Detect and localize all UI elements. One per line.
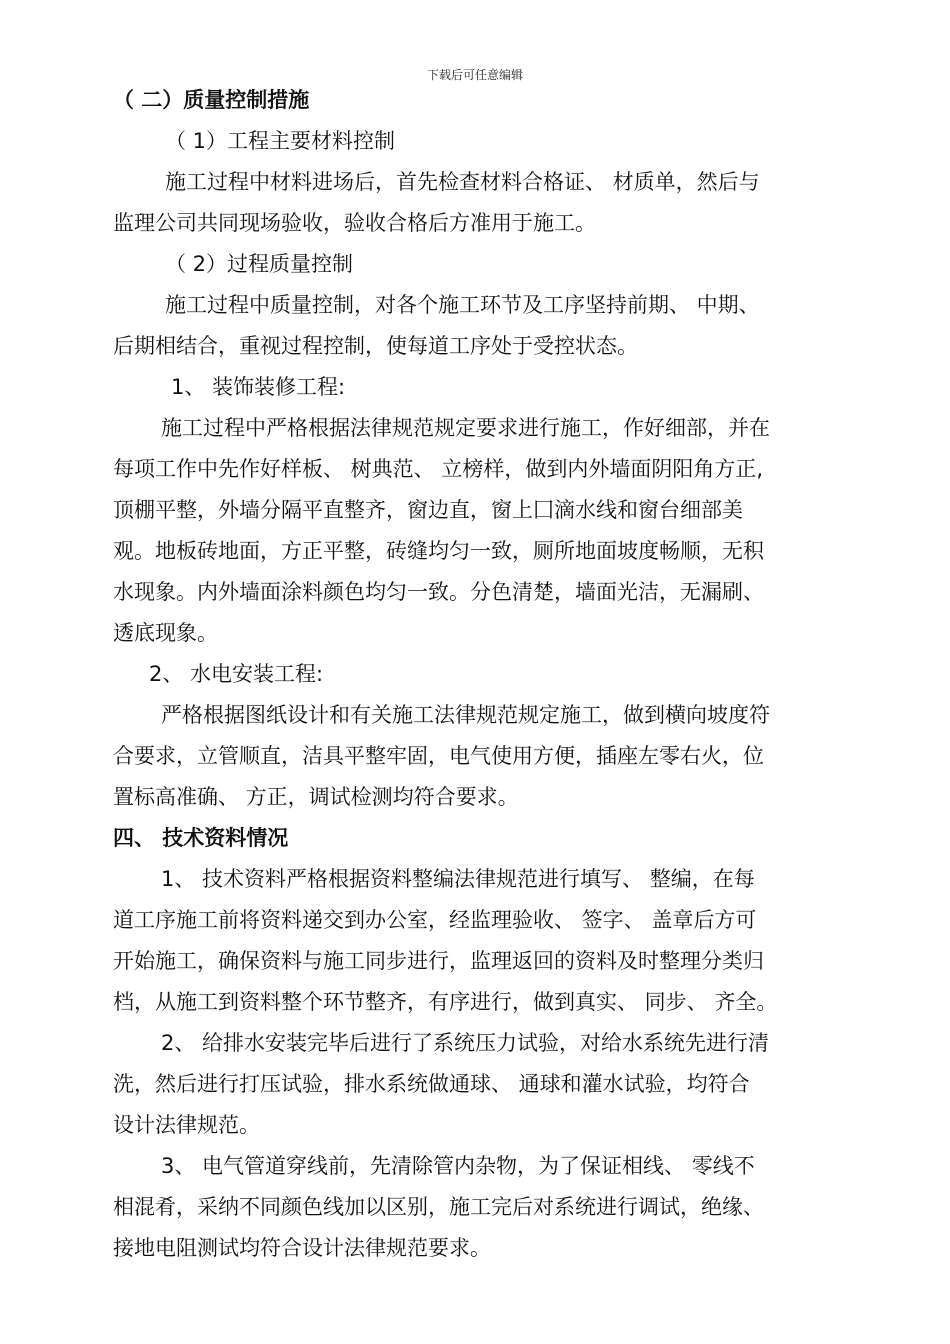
paragraph-line: 后期相结合，重视过程控制，使每道工序处于受控状态。	[113, 334, 638, 358]
section-heading-technical-docs: 四、 技术资料情况	[113, 826, 289, 850]
paragraph-line: 相混肴，采纳不同颜色线加以区别，施工完后对系统进行调试，绝缘、	[113, 1195, 764, 1219]
paragraph-line: 透底现象。	[113, 621, 218, 645]
paragraph-line: 接地电阻测试均符合设计法律规范要求。	[113, 1236, 491, 1260]
paragraph-line: 洗，然后进行打压试验，排水系统做通球、 通球和灌水试验，均符合	[113, 1072, 750, 1096]
paragraph-line: 每项工作中先作好样板、 树典范、 立榜样，做到内外墙面阴阳角方正,	[113, 457, 764, 481]
paragraph-line: 监理公司共同现场验收，验收合格后方准用于施工。	[113, 211, 596, 235]
paragraph-line: 档，从施工到资料整个环节整齐，有序进行，做到真实、 同步、 齐全。	[113, 990, 778, 1014]
paragraph-line: 观。地板砖地面，方正平整，砖缝均匀一致，厕所地面坡度畅顺，无积	[113, 539, 764, 563]
paragraph-line: 3、 电气管道穿线前，先清除管内杂物，为了保证相线、 零线不	[161, 1154, 755, 1178]
item-heading-plumbing-electrical: 2、 水电安装工程:	[149, 662, 324, 686]
paragraph-line: 水现象。内外墙面涂料颜色均匀一致。分色清楚，墙面光洁，无漏刷、	[113, 580, 764, 604]
paragraph-line: 合要求，立管顺直，洁具平整牢固，电气使用方便，插座左零右火，位	[113, 744, 764, 768]
paragraph-line: 道工序施工前将资料递交到办公室，经监理验收、 签字、 盖章后方可	[113, 908, 757, 932]
page-header-note: 下载后可任意编辑	[426, 68, 523, 82]
paragraph-line: 1、 技术资料严格根据资料整编法律规范进行填写、 整编，在每	[161, 867, 755, 891]
paragraph-line: 2、 给排水安装完毕后进行了系统压力试验，对给水系统先进行清	[161, 1031, 770, 1055]
paragraph-line: 施工过程中严格根据法律规范规定要求进行施工，作好细部，并在	[161, 416, 770, 440]
paragraph-line	[113, 162, 843, 203]
subheading-process-quality: （ 2）过程质量控制	[165, 252, 354, 276]
document-body	[113, 80, 843, 1269]
subheading-materials-control: （ 1）工程主要材料控制	[165, 129, 396, 153]
paragraph-text: 施工过程中材料进场后，首先检查材料合格证、 材质单，然后与	[165, 170, 760, 194]
paragraph-line: 开始施工，确保资料与施工同步进行，监理返回的资料及时整理分类归	[113, 949, 764, 973]
paragraph-line: 置标高准确、 方正，调试检测均符合要求。	[113, 785, 519, 809]
item-heading-decoration: 1、 装饰装修工程:	[171, 375, 346, 399]
paragraph-line: 严格根据图纸设计和有关施工法律规范规定施工，做到横向坡度符	[161, 703, 770, 727]
paragraph-line: 顶棚平整，外墙分隔平直整齐，窗边直，窗上囗滴水线和窗台细部美	[113, 498, 743, 522]
paragraph-line: 施工过程中质量控制，对各个施工环节及工序坚持前期、 中期、	[165, 293, 760, 317]
paragraph-line: 设计法律规范。	[113, 1113, 260, 1137]
section-heading-quality-control: （ 二）质量控制措施	[113, 88, 310, 112]
